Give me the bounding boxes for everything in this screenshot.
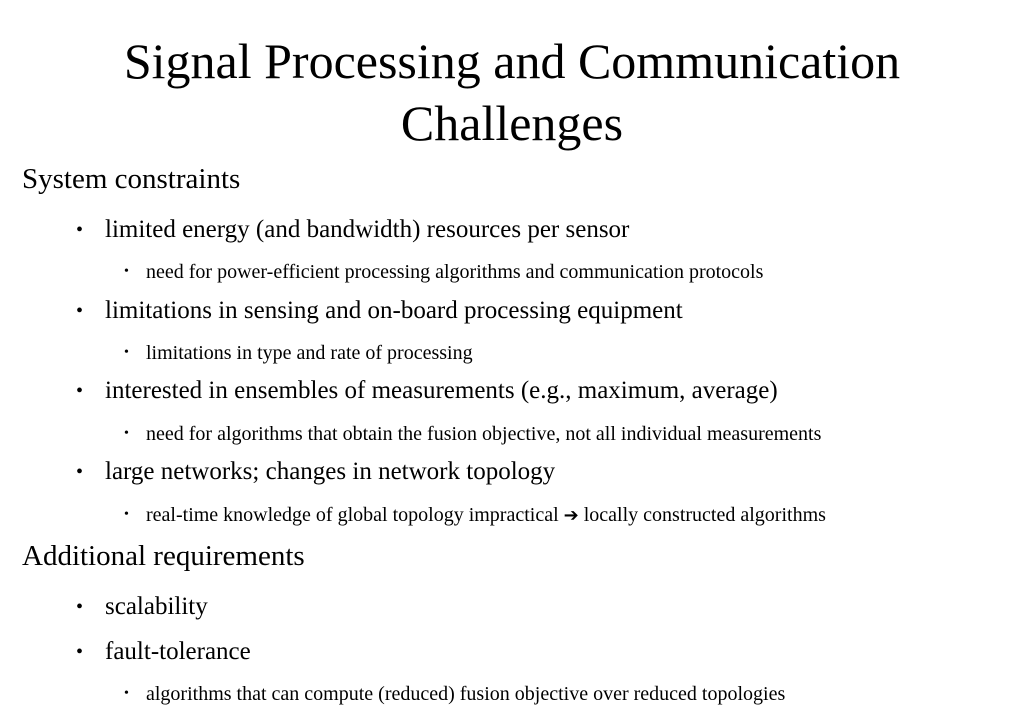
sub-bullet-icon: • [124, 426, 129, 441]
bullet-text: limited energy (and bandwidth) resources per sensor [105, 216, 630, 243]
right-arrow-icon: ➔ [563, 505, 579, 526]
sub-bullet-icon: • [124, 264, 129, 279]
slide-title [0, 30, 1024, 154]
sub-bullet-icon: • [124, 507, 129, 522]
sub-bullet-text-before: real-time knowledge of global topology impractical [146, 504, 559, 526]
sub-bullet-text: need for power-efficient processing algorithms and communication protocols [146, 261, 764, 283]
bullet-icon: • [76, 641, 84, 663]
bullet-icon: • [76, 300, 84, 322]
sub-bullet-text: limitations in type and rate of processing [146, 342, 473, 364]
bullet-text: fault-tolerance [105, 638, 251, 665]
sub-bullet-icon: • [124, 686, 129, 701]
sub-bullet-text [146, 503, 826, 528]
section-heading-system-constraints: System constraints [22, 163, 241, 195]
bullet-icon: • [76, 461, 84, 483]
slide-title-line-1: Signal Processing and Communication [123, 33, 901, 89]
sub-bullet-text: algorithms that can compute (reduced) fusion objective over reduced topologies [146, 683, 786, 705]
section-heading-additional-requirements: Additional requirements [22, 540, 305, 572]
bullet-text: scalability [105, 593, 208, 620]
bullet-icon: • [76, 596, 84, 618]
slide-title-line-2: Challenges [400, 95, 624, 151]
sub-bullet-text: need for algorithms that obtain the fusion objective, not all individual measurements [146, 423, 822, 445]
bullet-text: limitations in sensing and on-board processing equipment [105, 297, 683, 324]
sub-bullet-icon: • [124, 345, 129, 360]
bullet-text: interested in ensembles of measurements (e.g., maximum, average) [105, 377, 778, 404]
bullet-icon: • [76, 380, 84, 402]
bullet-icon: • [76, 219, 84, 241]
bullet-text: large networks; changes in network topology [105, 458, 556, 485]
sub-bullet-text-after: locally constructed algorithms [583, 504, 826, 526]
